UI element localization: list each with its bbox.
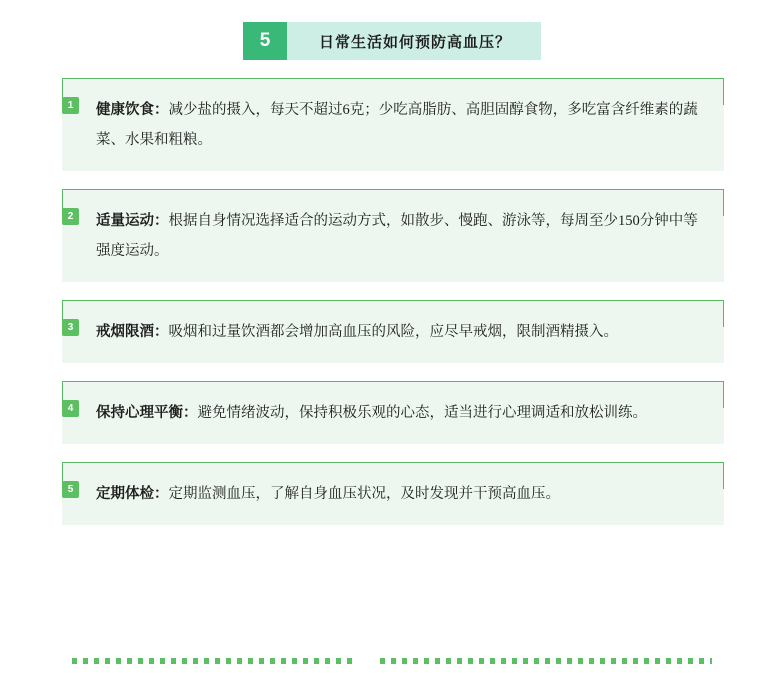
item-badge: 2: [62, 208, 79, 225]
item-text: [96, 317, 706, 347]
item-body: 吸烟和过量饮酒都会增加高血压的风险，应尽早戒烟，限制酒精摄入。: [168, 324, 618, 340]
item-body: 避免情绪波动，保持积极乐观的心态，适当进行心理调适和放松训练。: [197, 405, 647, 421]
item-body: 根据自身情况选择适合的运动方式，如散步、慢跑、游泳等，每周至少150分钟中等强度运动。: [96, 213, 698, 259]
item-badge: 5: [62, 481, 79, 498]
item-text: [96, 479, 706, 509]
item-badge: 3: [62, 319, 79, 336]
section-header-inner: [243, 22, 541, 60]
list-item: [62, 381, 724, 444]
infographic-page: [0, 22, 784, 686]
divider-gap: [354, 658, 378, 664]
item-body: 定期监测血压，了解自身血压状况，及时发现并干预高血压。: [168, 486, 560, 502]
footer-dotted-divider: [72, 658, 712, 664]
list-item: [62, 78, 724, 171]
item-badge: 4: [62, 400, 79, 417]
section-number: 5: [243, 22, 287, 60]
item-lead: 保持心理平衡：: [96, 405, 198, 421]
item-text: [96, 206, 706, 266]
section-title: 日常生活如何预防高血压？: [287, 22, 541, 60]
item-text: [96, 95, 706, 155]
item-lead: 戒烟限酒：: [96, 324, 169, 340]
tips-list: [62, 78, 724, 525]
section-header: [0, 22, 784, 60]
list-item: [62, 300, 724, 363]
item-lead: 定期体检：: [96, 486, 169, 502]
list-item: [62, 462, 724, 525]
item-lead: 适量运动：: [96, 213, 169, 229]
item-text: [96, 398, 706, 428]
item-lead: 健康饮食：: [96, 102, 169, 118]
item-badge: 1: [62, 97, 79, 114]
list-item: [62, 189, 724, 282]
item-body: 减少盐的摄入，每天不超过6克；少吃高脂肪、高胆固醇食物，多吃富含纤维素的蔬菜、水果和粗粮。: [96, 102, 698, 148]
